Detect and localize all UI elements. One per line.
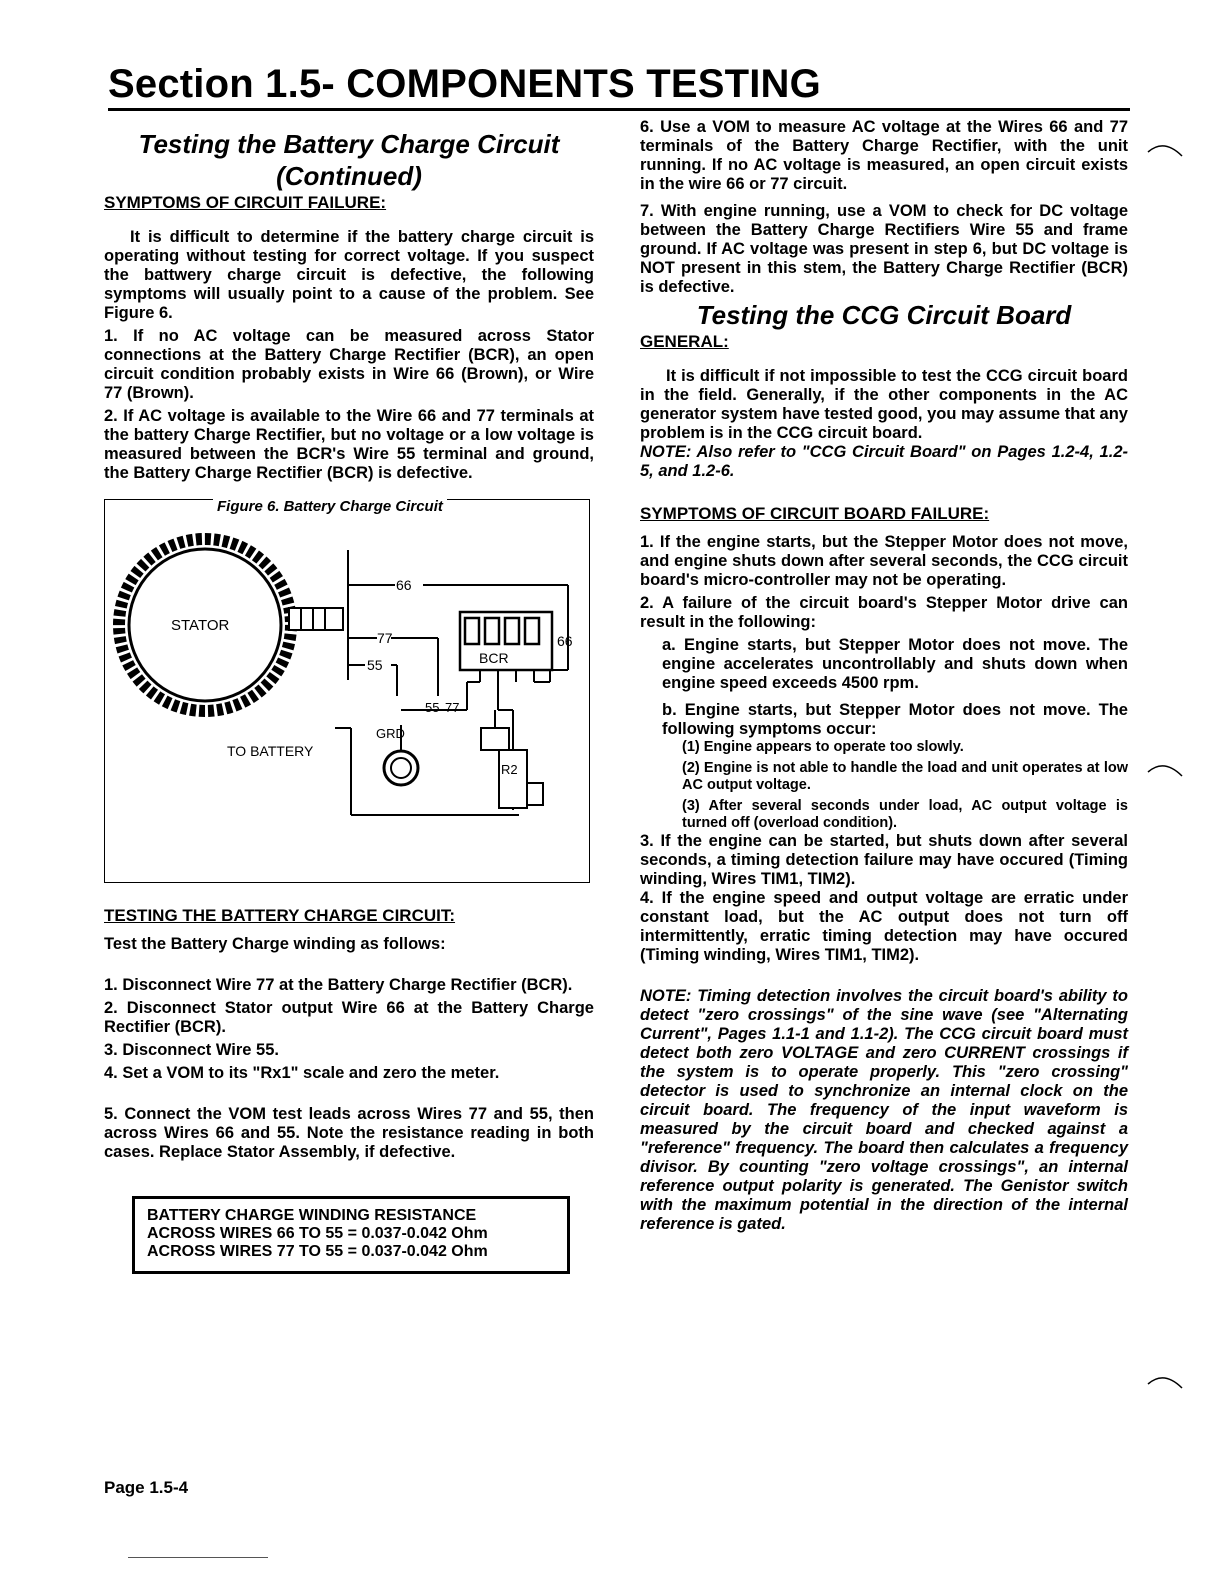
left-heading-line1: Testing the Battery Charge Circuit: [138, 129, 560, 159]
testing-step-3: 3. Disconnect Wire 55.: [104, 1041, 279, 1059]
left-column: [104, 118, 594, 1274]
resistance-line-2: ACROSS WIRES 66 TO 55 = 0.037-0.042 Ohm: [147, 1225, 488, 1242]
symptoms-title: SYMPTOMS OF CIRCUIT FAILURE:: [104, 193, 387, 212]
testing-step-2: 2. Disconnect Stator output Wire 66 at the Battery Charge Rectifier (BCR).: [104, 999, 594, 1036]
board-symptoms-title: SYMPTOMS OF CIRCUIT BOARD FAILURE:: [640, 504, 990, 523]
resistance-line-3: ACROSS WIRES 77 TO 55 = 0.037-0.042 Ohm: [147, 1243, 488, 1260]
testing-step-1: 1. Disconnect Wire 77 at the Battery Charge Rectifier (BCR).: [104, 976, 573, 994]
r2-resistor: [499, 750, 527, 808]
label-r2: R2: [501, 762, 518, 777]
testing-step-5: 5. Connect the VOM test leads across Wires 77 and 55, then across Wires 66 and 55. Note the resistance reading in both cases. Replace Stator Assembly, if defective.: [104, 1105, 594, 1161]
testing-step-4: 4. Set a VOM to its "Rx1" scale and zero the meter.: [104, 1064, 500, 1082]
label-wire-66: 66: [396, 577, 412, 593]
margin-mark-top: [1146, 140, 1186, 160]
title-rule: [108, 108, 1130, 111]
label-stator: STATOR: [171, 617, 230, 634]
testing-step-7: 7. With engine running, use a VOM to check for DC voltage between the Battery Charge Rectifiers Wire 55 and frame ground. If AC voltage was present in step 6, but DC voltage is NOT present in this stem, the Battery Charge Rectifier (BCR) is defective.: [640, 202, 1128, 296]
left-heading-line2: (Continued): [276, 161, 422, 191]
board-item-4: 4. If the engine speed and output voltage are erratic under constant load, but the AC output does not turn off intermittently, erratic timing detection may have occured (Timing winding, Wires TIM1, TIM2).: [640, 889, 1128, 964]
symptom-item-1: 1. If no AC voltage can be measured across Stator connections at the Battery Charge Rectifier (BCR), an open circuit condition probably exists in Wire 66 (Brown), or Wire 77 (Brown).: [104, 327, 594, 402]
board-item-2b3: (3) After several seconds under load, AC output voltage is turned off (overload condition).: [682, 798, 1128, 831]
figure-battery-charge-circuit: [104, 499, 590, 883]
label-to-battery: TO BATTERY: [227, 743, 314, 759]
board-item-2b2: (2) Engine is not able to handle the load and unit operates at low AC output voltage.: [682, 760, 1128, 793]
symptoms-intro: It is difficult to determine if the battery charge circuit is operating without testing for correct voltage. If you suspect the battwery charge circuit is defective, the following symptoms will usually point to a cause of the problem. See Figure 6.: [104, 228, 594, 322]
board-item-2: 2. A failure of the circuit board's Stepper Motor drive can result in the following:: [640, 594, 1128, 631]
label-wire-55-bottom: 55: [425, 700, 440, 715]
testing-title: TESTING THE BATTERY CHARGE CIRCUIT:: [104, 906, 456, 925]
section-title: Section 1.5- COMPONENTS TESTING: [108, 62, 821, 106]
left-heading: [104, 128, 594, 192]
margin-mark-bottom: [1146, 1372, 1186, 1392]
right-column: [640, 118, 1128, 1234]
label-grd: GRD: [376, 726, 405, 741]
circuit-diagram: [105, 500, 589, 882]
symptom-item-2: 2. If AC voltage is available to the Wire 66 and 77 terminals at the battery Charge Rectifier, but no voltage or a low voltage is measured between the BCR's Wire 55 terminal and ground, the Battery Charge Rectifier (BCR) is defective.: [104, 407, 594, 482]
testing-step-6: 6. Use a VOM to measure AC voltage at the Wires 66 and 77 terminals of the Battery Charge Rectifier, with the unit running. If no AC voltage is measured, an open circuit exists in the wire 66 or 77 circuit.: [640, 118, 1128, 193]
board-item-3: 3. If the engine can be started, but shuts down after several seconds, a timing detection failure may have occured (Timing winding, Wires TIM1, TIM2).: [640, 832, 1128, 888]
page-number: Page 1.5-4: [104, 1478, 189, 1497]
board-item-2b: b. Engine starts, but Stepper Motor does not move. The following symptoms occur:: [662, 701, 1128, 738]
margin-mark-middle: [1146, 760, 1186, 780]
label-wire-77-bottom: 77: [445, 700, 460, 715]
board-item-2b1: (1) Engine appears to operate too slowly.: [682, 739, 964, 755]
label-wire-77: 77: [377, 630, 393, 646]
stator-connector: [289, 608, 343, 630]
resistance-box: [132, 1196, 570, 1274]
footer-rule: [128, 1557, 268, 1558]
general-title: GENERAL:: [640, 332, 729, 351]
label-wire-66-right: 66: [557, 633, 573, 649]
general-text: It is difficult if not impossible to test the CCG circuit board in the field. Generally, if the other components in the AC generator system have tested good, you may assume that any problem is in the CCG circuit board.: [640, 367, 1128, 442]
ground-terminal: [384, 751, 418, 785]
resistance-line-1: BATTERY CHARGE WINDING RESISTANCE: [147, 1207, 477, 1224]
figure-caption: Figure 6. Battery Charge Circuit: [213, 498, 447, 515]
label-bcr: BCR: [479, 650, 509, 666]
right-heading: Testing the CCG Circuit Board: [696, 300, 1072, 330]
testing-intro: Test the Battery Charge winding as follows:: [104, 935, 446, 953]
label-wire-55: 55: [367, 657, 383, 673]
note-timing-detection: NOTE: Timing detection involves the circuit board's ability to detect "zero crossings" of the sine wave (see "Alternating Current", Pages 1.1-1 and 1.1-2). The CCG circuit board must detect both zero VOLTAGE and zero CURRENT crossings if the system is to operate properly. This "zero crossing" detector is used to synchronize an internal clock on the circuit board. The frequency of the input waveform is measured by the circuit board and checked against a "reference" frequency. The board then calculates a frequency divisor. By counting "zero voltage crossings", an internal reference output polarity is generated. The Genistor switch with the maximum potential in the direction of the internal reference is gated.: [640, 987, 1128, 1233]
note-ccg-pages: NOTE: Also refer to "CCG Circuit Board" on Pages 1.2-4, 1.2-5, and 1.2-6.: [640, 443, 1128, 480]
board-item-2a: a. Engine starts, but Stepper Motor does not move. The engine accelerates uncontrollably and shuts down when engine speed exceeds 4500 rpm.: [662, 636, 1128, 692]
board-item-1: 1. If the engine starts, but the Stepper Motor does not move, and engine shuts down after several seconds, the CCG circuit board's micro-controller may not be operating.: [640, 533, 1128, 589]
